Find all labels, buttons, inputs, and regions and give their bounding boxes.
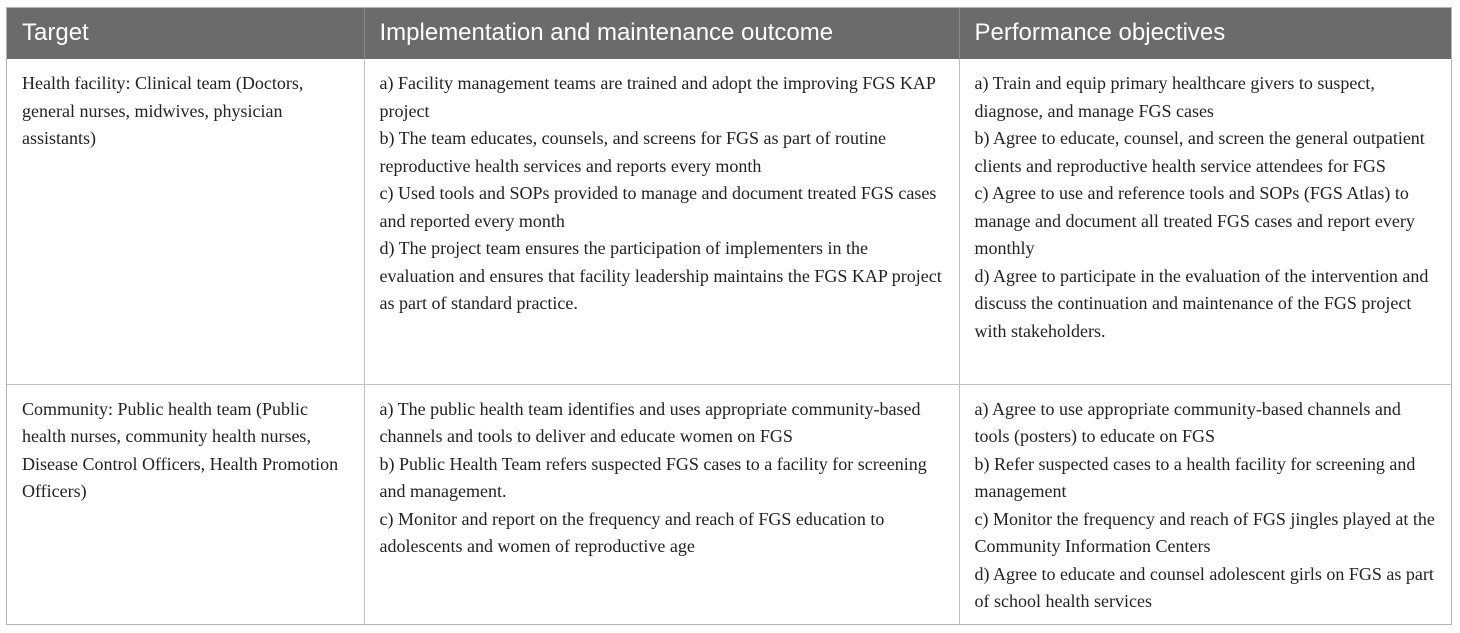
header-outcome: Implementation and maintenance outcome bbox=[364, 8, 959, 59]
row1-objective-item: a) Train and equip primary healthcare givers to suspect, diagnose, and manage FGS cases bbox=[974, 73, 1375, 121]
table-header bbox=[7, 8, 1451, 59]
row2-outcome-item: c) Monitor and report on the frequency and reach of FGS education to adolescents and women of reproductive age bbox=[379, 508, 885, 556]
header-target: Target bbox=[7, 8, 364, 59]
row1-outcome-item: c) Used tools and SOPs provided to manage and document treated FGS cases and reported every month bbox=[379, 183, 937, 231]
row1-outcome-item: a) Facility management teams are trained and adopt the improving FGS KAP project bbox=[379, 73, 936, 121]
row2-objective-item: b) Refer suspected cases to a health facility for screening and management bbox=[974, 453, 1416, 501]
row2-target-cell: Community: Public health team (Public health nurses, community health nurses, Disease Control Officers, Health Promotion Officers) bbox=[7, 384, 364, 624]
row2-outcome-item: b) Public Health Team refers suspected FGS cases to a facility for screening and management. bbox=[379, 453, 927, 501]
table-body bbox=[7, 59, 1451, 624]
table-row bbox=[7, 384, 1451, 624]
row2-outcome-item: a) The public health team identifies and uses appropriate community-based channels and tools to deliver and educate women on FGS bbox=[379, 398, 921, 446]
row1-outcome-item: d) The project team ensures the participation of implementers in the evaluation and ensures that facility leadership maintains the FGS KAP project as part of standard practice. bbox=[379, 238, 942, 313]
row2-objective-item: d) Agree to educate and counsel adolescent girls on FGS as part of school health services bbox=[974, 563, 1434, 611]
header-row bbox=[7, 8, 1451, 59]
outcomes-table bbox=[7, 8, 1451, 624]
row2-outcome-cell bbox=[364, 384, 959, 624]
outcomes-table-container bbox=[6, 7, 1452, 625]
header-objectives: Performance objectives bbox=[959, 8, 1451, 59]
row2-objective-item: a) Agree to use appropriate community-based channels and tools (posters) to educate on FGS bbox=[974, 398, 1401, 446]
row2-objectives-cell bbox=[959, 384, 1451, 624]
row1-outcome-cell bbox=[364, 59, 959, 384]
row1-target-cell: Health facility: Clinical team (Doctors, general nurses, midwives, physician assistants) bbox=[7, 59, 364, 384]
row1-outcome-item: b) The team educates, counsels, and screens for FGS as part of routine reproductive health services and reports every month bbox=[379, 128, 887, 176]
row2-objective-item: c) Monitor the frequency and reach of FGS jingles played at the Community Information Centers bbox=[974, 508, 1435, 556]
row1-objective-item: d) Agree to participate in the evaluation of the intervention and discuss the continuation and maintenance of the FGS project with stakeholders. bbox=[974, 265, 1429, 341]
row1-objectives-cell bbox=[959, 59, 1451, 384]
row1-objective-item: c) Agree to use and reference tools and SOPs (FGS Atlas) to manage and document all treated FGS cases and report every monthly bbox=[974, 183, 1415, 258]
row1-objective-item: b) Agree to educate, counsel, and screen the general outpatient clients and reproductive health service attendees for FGS bbox=[974, 128, 1425, 176]
table-row bbox=[7, 59, 1451, 384]
